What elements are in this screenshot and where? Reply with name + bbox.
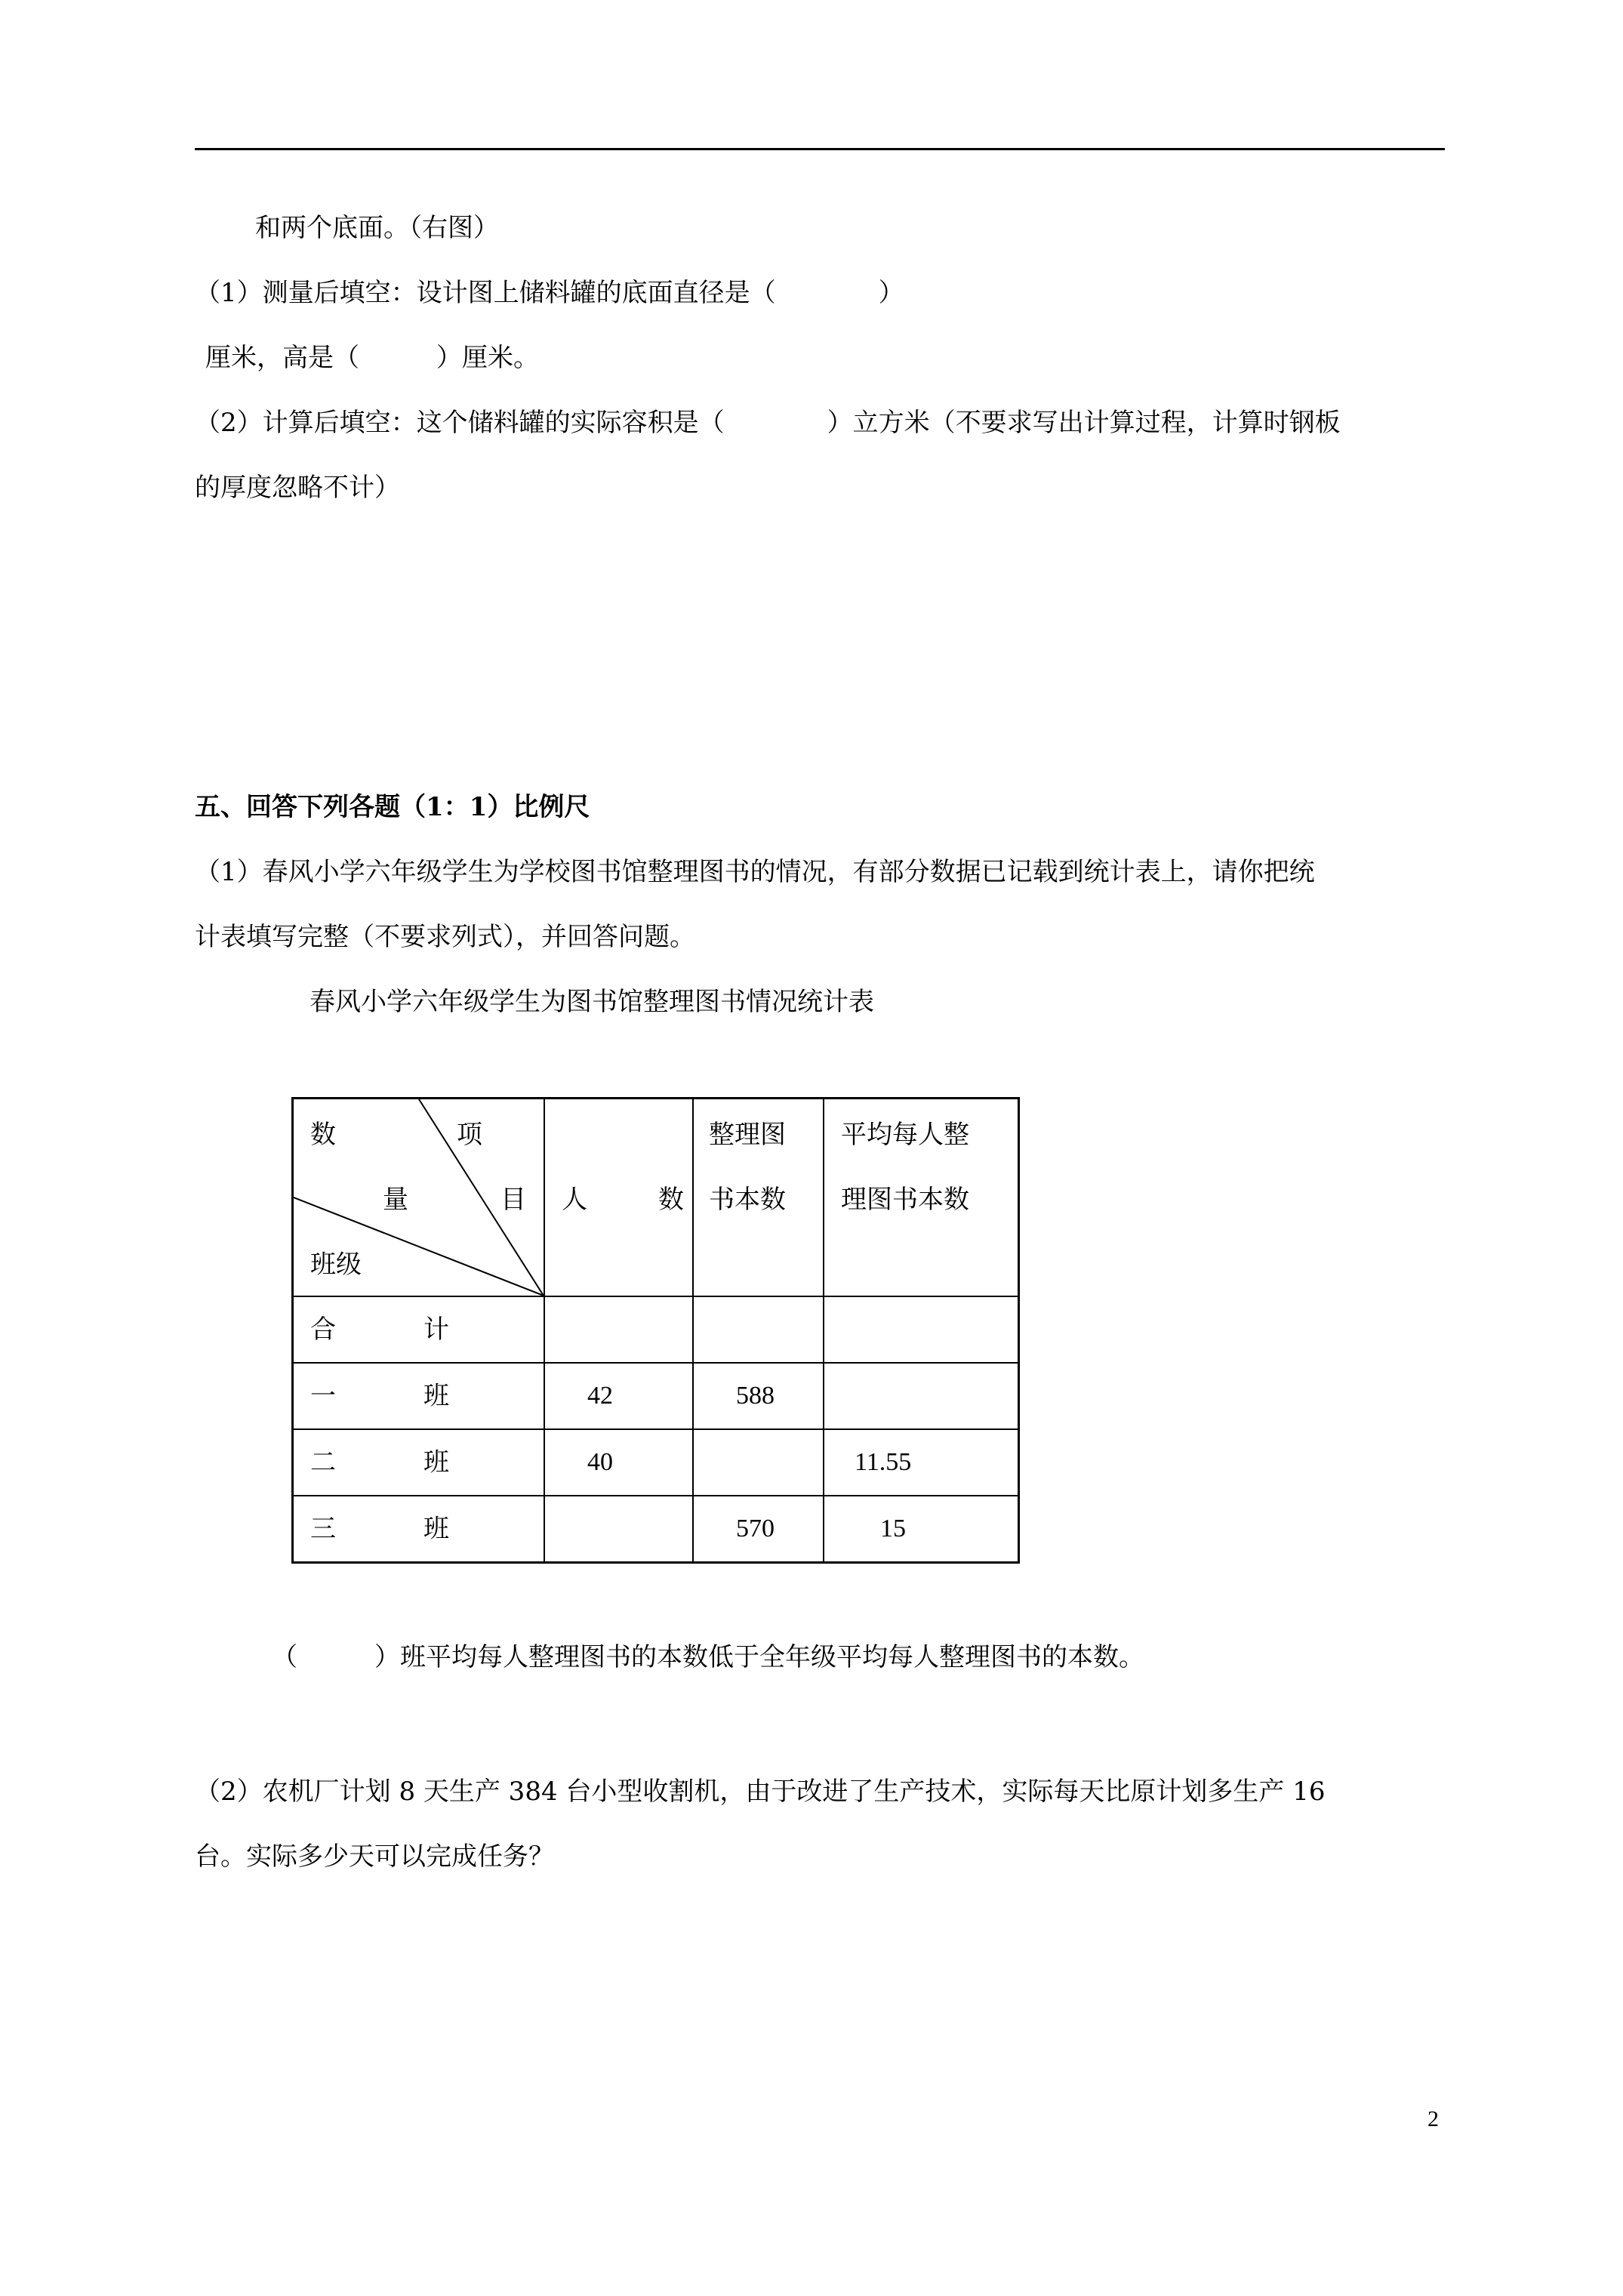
diag-label-shu: 数 xyxy=(310,1120,336,1150)
table-row-total xyxy=(293,1296,1019,1363)
cell-average xyxy=(824,1363,1019,1429)
row-name-b: 班 xyxy=(423,1447,449,1478)
cell-average xyxy=(824,1296,1019,1363)
header-books-a: 整理图 xyxy=(709,1120,786,1150)
diag-label-mu: 目 xyxy=(500,1185,526,1215)
header-average-a: 平均每人整 xyxy=(841,1120,969,1150)
table-title: 春风小学六年级学生为图书馆整理图书情况统计表 xyxy=(310,987,874,1017)
cell-average xyxy=(824,1496,1019,1563)
diag-label-xiang: 项 xyxy=(457,1120,482,1150)
cell-people xyxy=(544,1496,693,1563)
cell-people-value: 42 xyxy=(587,1382,613,1410)
row-name-a: 三 xyxy=(310,1514,336,1544)
header-people xyxy=(544,1099,693,1297)
header-people-b: 数 xyxy=(658,1185,684,1215)
row-name-cell xyxy=(293,1429,545,1496)
diagonal-header-cell xyxy=(293,1099,545,1297)
header-average xyxy=(824,1099,1019,1297)
row-name-b: 班 xyxy=(423,1514,449,1544)
cell-books xyxy=(693,1496,824,1563)
cell-people-value: 40 xyxy=(587,1448,613,1476)
question-2-line-2: 台。实际多少天可以完成任务？ xyxy=(195,1841,554,1872)
diag-label-banji: 班级 xyxy=(310,1250,362,1280)
text-line-1: 和两个底面。（右图） xyxy=(255,213,499,243)
cell-books-value: 570 xyxy=(736,1515,775,1542)
text-line-measure: （1）测量后填空：设计图上储料罐的底面直径是（ ） xyxy=(195,278,904,308)
cell-books xyxy=(693,1296,824,1363)
table-header-row xyxy=(293,1099,1019,1297)
question-1-line-1: （1）春风小学六年级学生为学校图书馆整理图书的情况，有部分数据已记载到统计表上，请你把统 xyxy=(195,857,1315,887)
header-books xyxy=(693,1099,824,1297)
cell-books xyxy=(693,1363,824,1429)
row-name-a: 二 xyxy=(310,1447,336,1478)
page-number: 2 xyxy=(1427,2106,1439,2131)
answer-line: （ ）班平均每人整理图书的本数低于全年级平均每人整理图书的本数。 xyxy=(272,1642,1144,1672)
question-1-line-2: 计表填写完整（不要求列式），并回答问题。 xyxy=(195,922,695,952)
diag-label-liang: 量 xyxy=(383,1185,408,1215)
cell-books xyxy=(693,1429,824,1496)
cell-average-value: 15 xyxy=(880,1515,906,1542)
text-line-height: 厘米，高是（ ）厘米。 xyxy=(205,343,539,373)
header-books-b: 书本数 xyxy=(709,1185,786,1215)
row-name-b: 班 xyxy=(423,1381,449,1411)
table-row-class-3 xyxy=(293,1496,1019,1563)
section-title: 五、回答下列各题（1：1）比例尺 xyxy=(195,792,590,822)
row-name-b: 计 xyxy=(423,1314,449,1345)
header-rule xyxy=(195,148,1445,150)
cell-books-value: 588 xyxy=(736,1382,775,1410)
cell-people xyxy=(544,1363,693,1429)
cell-average-value: 11.55 xyxy=(855,1448,912,1476)
row-name-a: 合 xyxy=(310,1314,336,1345)
text-line-volume-cont: 的厚度忽略不计） xyxy=(195,473,400,503)
cell-people xyxy=(544,1429,693,1496)
row-name-cell xyxy=(293,1363,545,1429)
text-line-volume: （2）计算后填空：这个储料罐的实际容积是（ ）立方米（不要求写出计算过程，计算时钢板 xyxy=(195,408,1341,438)
header-people-a: 人 xyxy=(562,1185,587,1215)
row-name-cell xyxy=(293,1296,545,1363)
row-name-cell xyxy=(293,1496,545,1563)
table-row-class-1 xyxy=(293,1363,1019,1429)
cell-people xyxy=(544,1296,693,1363)
statistics-table xyxy=(291,1097,1020,1564)
row-name-a: 一 xyxy=(310,1381,336,1411)
question-2-line-1: （2）农机厂计划 8 天生产 384 台小型收割机，由于改进了生产技术，实际每天比原计划多生产 16 xyxy=(195,1777,1326,1807)
header-average-b: 理图书本数 xyxy=(841,1185,969,1215)
cell-average xyxy=(824,1429,1019,1496)
table-row-class-2 xyxy=(293,1429,1019,1496)
